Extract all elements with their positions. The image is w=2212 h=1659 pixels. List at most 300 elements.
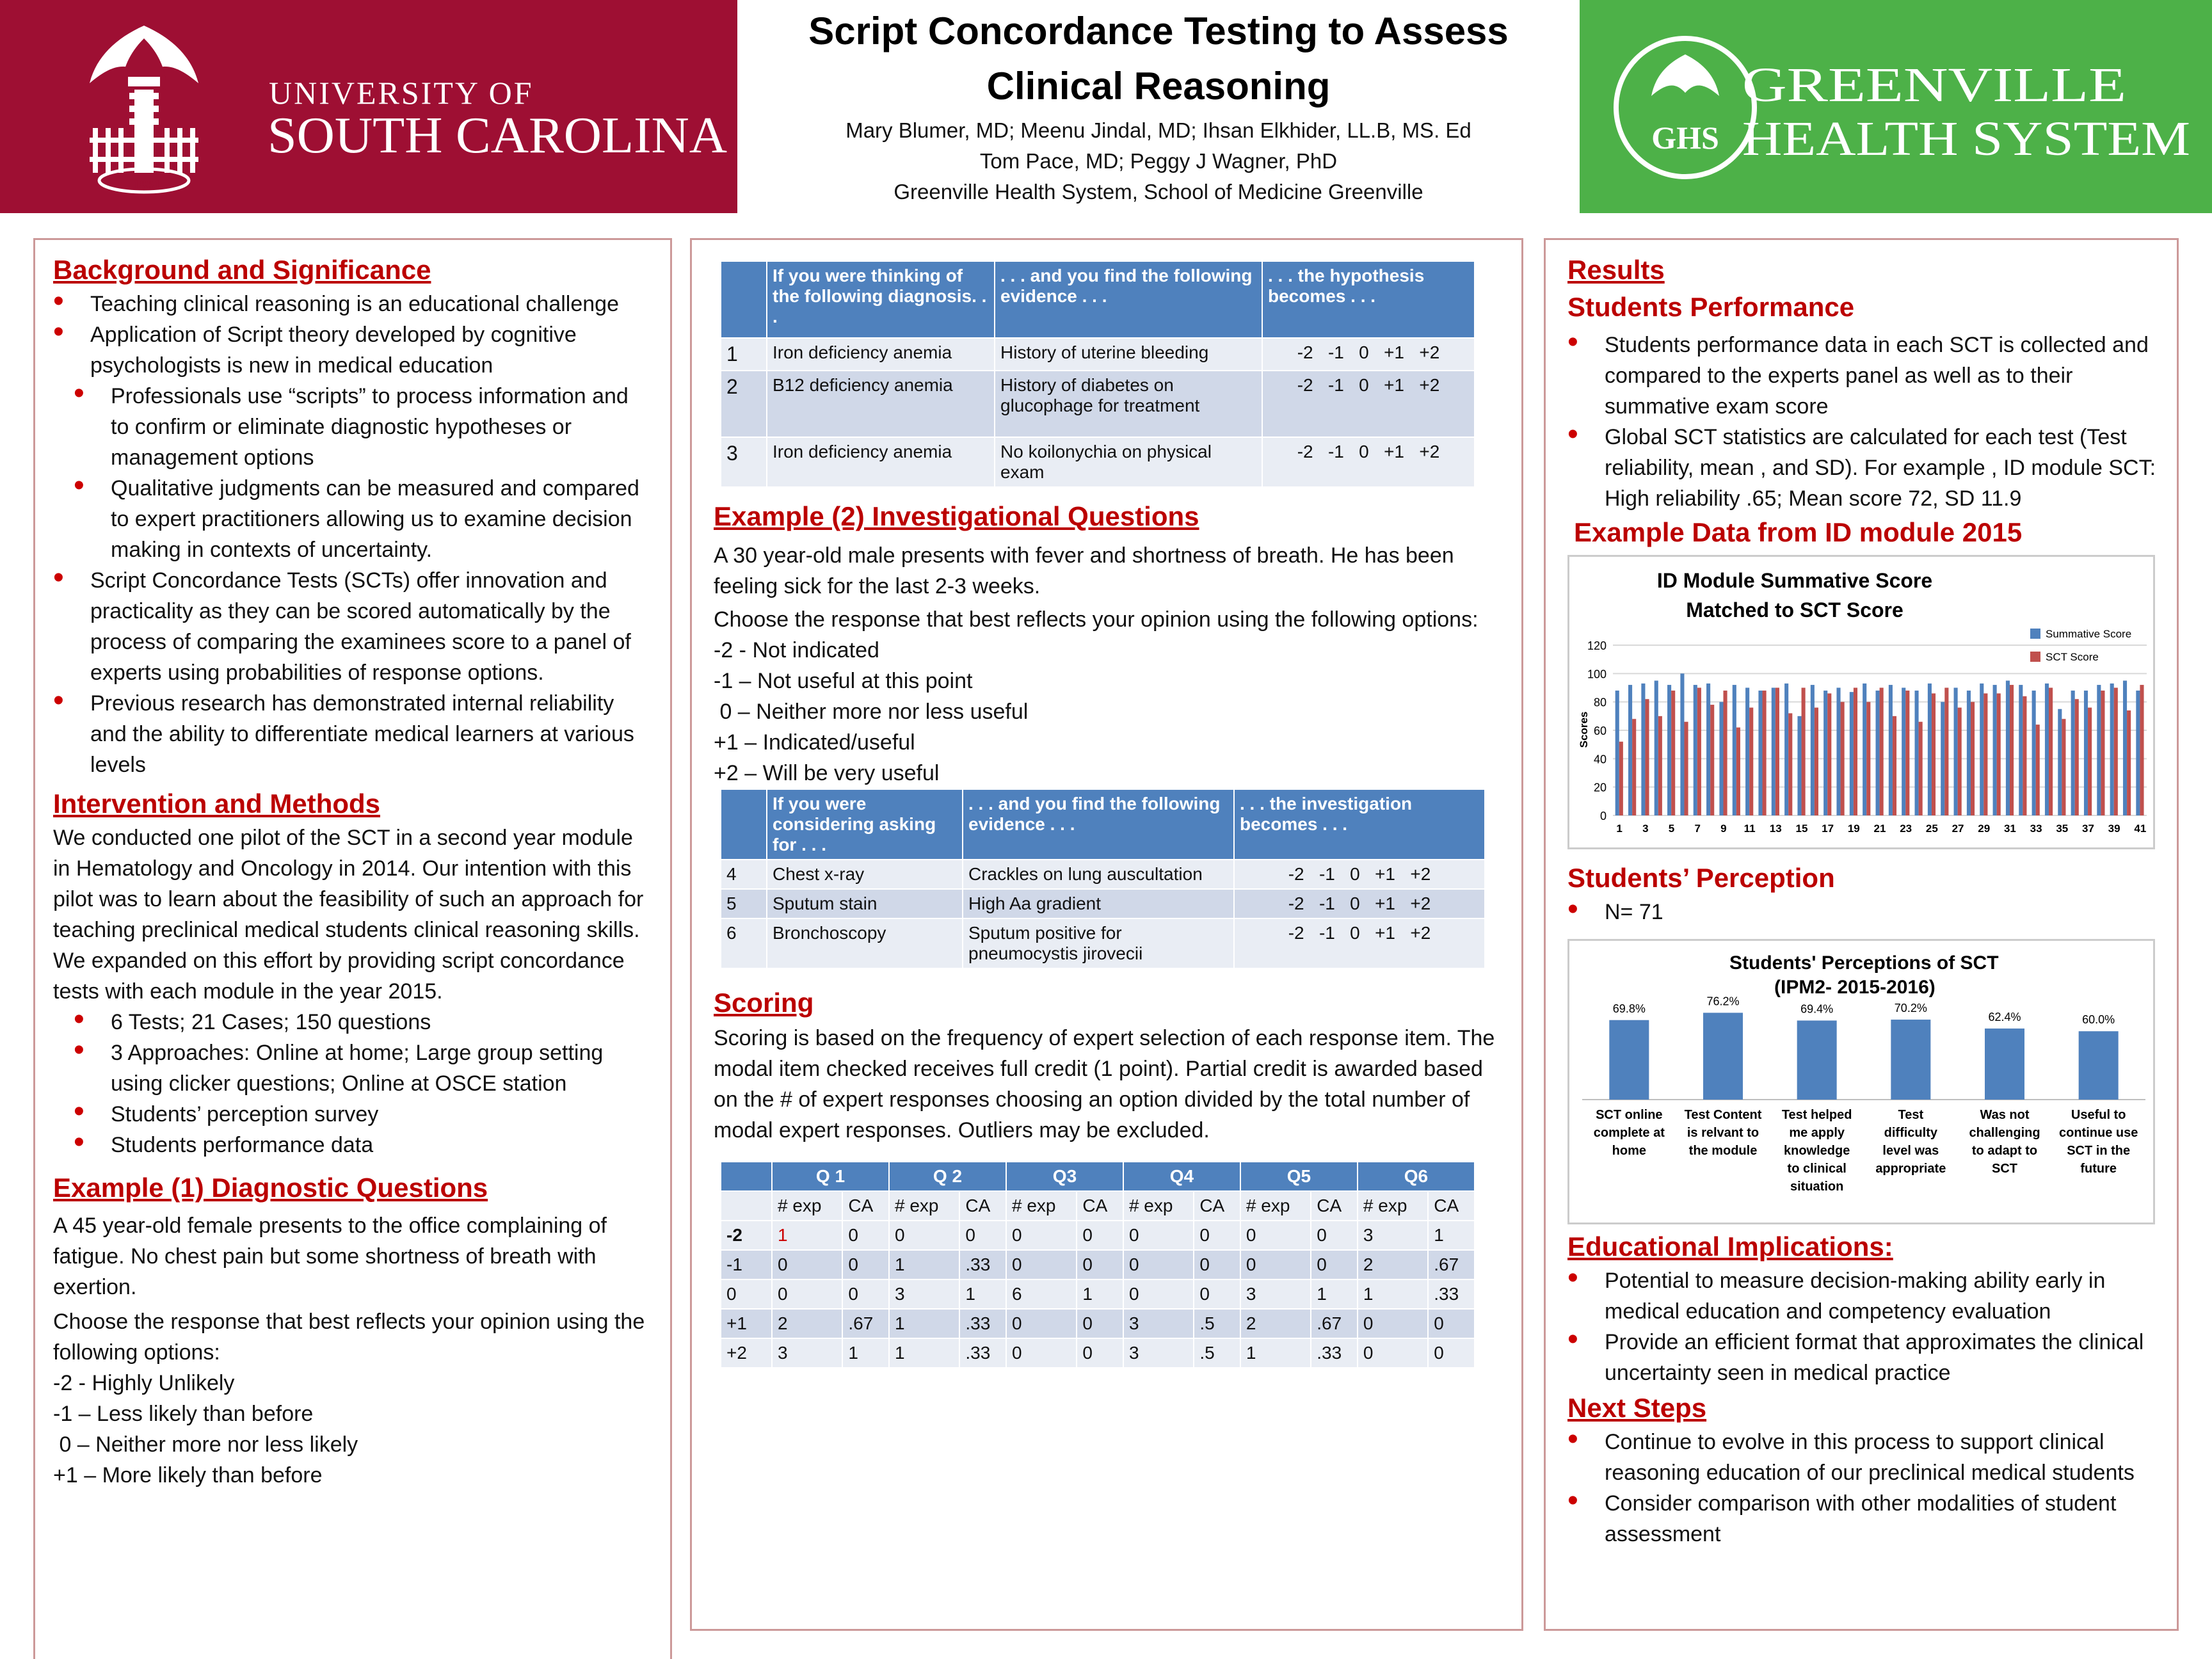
example-data-heading: Example Data from ID module 2015 <box>1574 517 2023 547</box>
table-row-label: +2 <box>721 1338 772 1368</box>
list-item: • Students’ perception survey <box>53 1099 651 1130</box>
poster-title <box>737 4 1580 114</box>
data-label: 69.4% <box>1800 1002 1834 1016</box>
data-label: 70.2% <box>1894 1002 1927 1015</box>
x-tick-label: 39 <box>2108 822 2120 835</box>
scoring-heading: Scoring <box>714 988 814 1018</box>
table-cell: Crackles on lung auscultation <box>963 860 1234 889</box>
bar <box>2114 688 2118 816</box>
bar <box>1703 1013 1743 1100</box>
example2-case: A 30 year-old male presents with fever and shortness of breath. He has been feeling sick for the last 2-3 weeks. <box>714 543 1454 598</box>
bar <box>2079 1031 2119 1100</box>
table-cell: Bronchoscopy <box>767 918 963 968</box>
table-header-cell: Q3 <box>1006 1162 1123 1191</box>
table-row <box>721 1221 1475 1250</box>
right-column <box>1544 238 2179 1631</box>
x-tick-label: home <box>1612 1144 1647 1158</box>
x-tick-label: 5 <box>1668 822 1675 835</box>
bar <box>1723 691 1727 815</box>
bar <box>1706 684 1710 815</box>
table-cell: No koilonychia on physical exam <box>995 437 1262 487</box>
table-cell: 1 <box>1358 1279 1428 1309</box>
table-cell: .33 <box>959 1309 1006 1338</box>
bar <box>1827 693 1831 815</box>
example2-option: -1 – Not useful at this point <box>714 669 973 693</box>
bar <box>1944 688 1948 816</box>
left-column <box>33 238 672 1659</box>
background-list-2 <box>53 565 651 780</box>
bar <box>1658 716 1662 815</box>
x-tick-label: 37 <box>2082 822 2094 835</box>
affiliation: Greenville Health System, School of Medicine Greenville <box>894 180 1423 204</box>
table-cell: CA <box>842 1191 889 1221</box>
x-tick-label: to adapt to <box>1971 1144 2038 1158</box>
table-cell: 2 <box>1358 1250 1428 1279</box>
x-tick-label: 1 <box>1616 822 1623 835</box>
table-cell: -2 -1 0 +1 +2 <box>1234 918 1485 968</box>
ghs-logo-line1: GREENVILLE <box>1742 58 2126 112</box>
bar <box>1971 702 1975 815</box>
table-cell: 0 <box>1358 1338 1428 1368</box>
x-tick-label: Useful to <box>2071 1108 2126 1122</box>
bar <box>2049 688 2053 816</box>
example2-option: -2 - Not indicated <box>714 638 879 662</box>
table-header-cell: . . . the hypothesis becomes . . . <box>1262 261 1475 338</box>
bar <box>1836 688 1840 816</box>
table-cell: 1 <box>1428 1221 1475 1250</box>
background-sublist <box>53 381 651 565</box>
bar <box>2123 680 2127 815</box>
perception-list <box>1567 897 2161 927</box>
bar <box>2045 684 2049 815</box>
list-item: • Students performance data <box>53 1130 651 1160</box>
methods-text: We conducted one pilot of the SCT in a second year module in Hematology and Oncology in 2014. Our intention with this pilot was to learn about the feasibility of such an approach for teaching preclinical medical students clinical reasoning skills. We expanded on this effort by providing script concordance tests with each module in the year 2015. <box>53 826 644 1004</box>
list-item: • N= 71 <box>1567 897 2161 927</box>
bar <box>1694 685 1697 815</box>
x-tick-label: level was <box>1882 1144 1939 1158</box>
bar <box>1609 1020 1649 1100</box>
table-cell: 0 <box>889 1221 959 1250</box>
x-tick-label: 13 <box>1769 822 1782 835</box>
x-tick-label: 21 <box>1873 822 1886 835</box>
table-cell: CA <box>1194 1191 1240 1221</box>
y-tick-label: 0 <box>1599 810 1607 822</box>
next-steps-heading: Next Steps <box>1567 1393 1707 1423</box>
implications-list <box>1567 1265 2161 1388</box>
example1-option: -1 – Less likely than before <box>53 1402 314 1426</box>
bar <box>1802 688 1806 816</box>
table-row-label: 0 <box>721 1279 772 1309</box>
table-cell: -2 -1 0 +1 +2 <box>1234 860 1485 889</box>
usc-logo-banner <box>0 0 737 213</box>
bar <box>1915 691 1919 815</box>
table-cell: History of uterine bleeding <box>995 338 1262 371</box>
table-cell: -2 -1 0 +1 +2 <box>1262 338 1475 371</box>
x-tick-label: appropriate <box>1875 1162 1946 1176</box>
table-cell: Sputum positive for pneumocystis jirovecii <box>963 918 1234 968</box>
table-cell: 2 <box>772 1309 842 1338</box>
methods-heading: Intervention and Methods <box>53 789 381 819</box>
table-cell: 2 <box>721 371 767 437</box>
table-cell: High Aa gradient <box>963 889 1234 918</box>
y-axis-label: Scores <box>1578 711 1590 748</box>
table-cell: 0 <box>1006 1309 1077 1338</box>
table-cell: 0 <box>1123 1279 1194 1309</box>
y-tick-label: 100 <box>1587 668 1607 681</box>
bar <box>1632 719 1636 815</box>
table-cell: CA <box>1077 1191 1123 1221</box>
table-cell: # exp <box>772 1191 842 1221</box>
bar <box>1797 716 1801 815</box>
ghs-monogram: GHS <box>1651 120 1719 156</box>
bar <box>1866 702 1870 815</box>
usc-year: 1801 <box>132 177 161 193</box>
table-cell: 0 <box>1123 1250 1194 1279</box>
legend-swatch <box>2030 652 2040 662</box>
table-row <box>721 1338 1475 1368</box>
bar <box>2140 685 2144 815</box>
table-cell: 0 <box>1358 1309 1428 1338</box>
data-label: 62.4% <box>1988 1010 2021 1023</box>
bar <box>1997 693 2001 815</box>
table-cell: 0 <box>1006 1338 1077 1368</box>
investigational-table <box>720 789 1486 969</box>
list-item: • Teaching clinical reasoning is an educational challenge <box>53 289 651 319</box>
methods-list <box>53 1007 651 1160</box>
list-item: • Continue to evolve in this process to support clinical reasoning education of our preclinical medical students <box>1567 1427 2161 1488</box>
table-cell: # exp <box>1240 1191 1311 1221</box>
bar <box>1615 691 1619 815</box>
bar <box>2084 691 2088 815</box>
background-list <box>53 289 651 381</box>
bar <box>2023 696 2026 815</box>
table-cell: 0 <box>1006 1221 1077 1250</box>
performance-heading: Students Performance <box>1567 292 1855 322</box>
table-cell: 0 <box>1194 1221 1240 1250</box>
x-tick-label: 19 <box>1847 822 1860 835</box>
scoring-text: Scoring is based on the frequency of expert selection of each response item. The modal item checked receives full credit (1 point). Partial credit is awarded based on the # of expert responses choosing an option divided by the total number of modal expert responses. Outliers may be excluded. <box>714 1026 1495 1142</box>
bar <box>1671 691 1675 815</box>
y-tick-label: 80 <box>1593 696 1607 709</box>
x-tick-label: 27 <box>1952 822 1964 835</box>
table-header-cell: . . . and you find the following evidence . . . <box>963 789 1234 860</box>
chart-title: ID Module Summative Score <box>1656 569 1933 592</box>
bar <box>1788 713 1792 815</box>
legend-label: SCT Score <box>2046 651 2099 663</box>
title-line2: Clinical Reasoning <box>986 65 1331 108</box>
list-item: • Students performance data in each SCT is collected and compared to the experts panel as well as to their summative exam score <box>1567 330 2161 422</box>
table-row-label: +1 <box>721 1309 772 1338</box>
usc-logo-line2: SOUTH CAROLINA <box>268 108 728 164</box>
x-tick-label: 33 <box>2030 822 2042 835</box>
table-header-cell: Q 1 <box>772 1162 889 1191</box>
table-cell: CA <box>1428 1191 1475 1221</box>
bar <box>1880 688 1884 816</box>
performance-list <box>1567 330 2161 514</box>
table-cell: 3 <box>1123 1309 1194 1338</box>
example2-option: +2 – Will be very useful <box>714 761 940 785</box>
table-cell: 6 <box>1006 1279 1077 1309</box>
bar <box>2097 685 2101 815</box>
table-cell: 3 <box>772 1338 842 1368</box>
summative-chart <box>1567 555 2155 849</box>
bar <box>2019 685 2023 815</box>
bar <box>1893 716 1896 815</box>
background-heading: Background and Significance <box>53 255 431 285</box>
x-tick-label: situation <box>1790 1180 1844 1194</box>
bar <box>2075 699 2079 815</box>
table-header-cell <box>721 789 767 860</box>
y-tick-label: 120 <box>1587 639 1607 652</box>
chart-title: (IPM2- 2015-2016) <box>1774 977 1936 998</box>
bar <box>1815 708 1818 815</box>
table-cell: 0 <box>842 1279 889 1309</box>
bar <box>1736 728 1740 815</box>
x-tick-label: 31 <box>2003 822 2016 835</box>
table-cell: 0 <box>1123 1221 1194 1250</box>
usc-logo-line1: UNIVERSITY OF <box>269 75 534 111</box>
table-cell: 0 <box>842 1250 889 1279</box>
table-cell: 1 <box>842 1338 889 1368</box>
table-cell: 3 <box>721 437 767 487</box>
bar <box>1841 702 1845 815</box>
x-tick-label: 11 <box>1743 822 1756 835</box>
bar <box>2036 725 2040 815</box>
table-row <box>721 371 1475 437</box>
example1-option: -2 - Highly Unlikely <box>53 1371 235 1395</box>
poster-header <box>737 0 1580 213</box>
bar <box>1784 684 1788 815</box>
x-tick-label: 9 <box>1720 822 1727 835</box>
table-cell: 3 <box>1240 1279 1311 1309</box>
bar <box>2058 709 2062 815</box>
usc-logo <box>0 0 737 213</box>
table-header-cell <box>721 261 767 338</box>
bar <box>2071 691 2075 815</box>
bar <box>2110 684 2114 815</box>
table-cell: 4 <box>721 860 767 889</box>
x-tick-label: 29 <box>1978 822 1991 835</box>
bar <box>1811 685 1815 815</box>
bar <box>1733 685 1736 815</box>
bar <box>1758 691 1762 815</box>
data-label: 76.2% <box>1706 995 1740 1008</box>
table-cell: 3 <box>1358 1221 1428 1250</box>
bar <box>1928 684 1932 815</box>
table-cell: .33 <box>1311 1338 1358 1368</box>
bar <box>2127 710 2131 815</box>
example2-option: 0 – Neither more nor less useful <box>714 700 1029 724</box>
bar <box>1954 688 1958 816</box>
table-row <box>721 918 1485 968</box>
list-item: • Script Concordance Tests (SCTs) offer innovation and practicality as they can be scored automatically by the process of comparing the examinees score to a panel of experts using probabilities of response options. <box>53 565 651 688</box>
bar <box>1891 1020 1930 1100</box>
title-line1: Script Concordance Testing to Assess <box>808 10 1509 52</box>
x-tick-label: SCT in the <box>2067 1144 2131 1158</box>
x-tick-label: me apply <box>1789 1126 1845 1140</box>
x-tick-label: is relvant to <box>1687 1126 1759 1140</box>
table-header-cell: . . . and you find the following evidence . . . <box>995 261 1262 338</box>
bar <box>1745 688 1749 816</box>
middle-column <box>690 238 1523 1631</box>
table-cell: # exp <box>889 1191 959 1221</box>
table-cell: Iron deficiency anemia <box>767 437 995 487</box>
table-row <box>721 889 1485 918</box>
bar <box>1797 1020 1837 1100</box>
x-tick-label: SCT <box>1992 1162 2017 1176</box>
perception-chart <box>1567 939 2155 1224</box>
table-cell: 5 <box>721 889 767 918</box>
bar <box>1932 693 1936 815</box>
x-tick-label: 15 <box>1795 822 1808 835</box>
bar <box>1984 693 1987 815</box>
bar <box>1980 684 1984 815</box>
x-tick-label: the module <box>1688 1144 1758 1158</box>
bar <box>1680 673 1684 815</box>
example2-prompt: Choose the response that best reflects your opinion using the following options: <box>714 607 1479 632</box>
example2-option: +1 – Indicated/useful <box>714 730 915 755</box>
table-cell <box>721 1191 772 1221</box>
table-cell: .67 <box>1428 1250 1475 1279</box>
legend-label: Summative Score <box>2046 628 2132 640</box>
table-cell: 0 <box>1428 1338 1475 1368</box>
table-cell: .33 <box>959 1250 1006 1279</box>
list-item: • 3 Approaches: Online at home; Large group setting using clicker questions; Online at OSCE station <box>53 1038 651 1099</box>
table-cell: .67 <box>842 1309 889 1338</box>
table-cell: 1 <box>889 1309 959 1338</box>
table-cell: 1 <box>1311 1279 1358 1309</box>
table-cell: .33 <box>959 1338 1006 1368</box>
x-tick-label: future <box>2080 1162 2117 1176</box>
bar <box>1854 688 1857 816</box>
table-cell: 0 <box>1077 1338 1123 1368</box>
ghs-logo-line2: HEALTH SYSTEM <box>1742 112 2190 166</box>
bar <box>1641 684 1645 815</box>
table-cell: 0 <box>1240 1221 1311 1250</box>
bar <box>1823 691 1827 815</box>
x-tick-label: 35 <box>2056 822 2069 835</box>
table-cell: -2 -1 0 +1 +2 <box>1234 889 1485 918</box>
y-tick-label: 60 <box>1593 725 1607 737</box>
list-item: • Professionals use “scripts” to process information and to confirm or eliminate diagnostic hypotheses or management options <box>53 381 651 473</box>
bar <box>1993 685 1997 815</box>
diagnostic-table <box>720 260 1475 488</box>
bar <box>1710 705 1714 815</box>
authors-line2: Tom Pace, MD; Peggy J Wagner, PhD <box>979 149 1338 173</box>
table-row <box>721 437 1475 487</box>
x-tick-label: 7 <box>1694 822 1701 835</box>
table-cell: 0 <box>1006 1250 1077 1279</box>
bar <box>1941 702 1944 815</box>
table-cell: 0 <box>1077 1309 1123 1338</box>
bar <box>1619 742 1623 815</box>
bar <box>1772 688 1775 816</box>
x-tick-label: complete at <box>1593 1126 1665 1140</box>
bar <box>1697 688 1701 816</box>
table-cell: -2 -1 0 +1 +2 <box>1262 371 1475 437</box>
table-cell: 0 <box>842 1221 889 1250</box>
data-label: 69.8% <box>1612 1002 1646 1015</box>
bar <box>1863 684 1866 815</box>
bar <box>2101 691 2104 815</box>
table-cell: Sputum stain <box>767 889 963 918</box>
table-row <box>721 1250 1475 1279</box>
results-heading: Results <box>1567 255 1665 285</box>
expert-scoring-table <box>720 1161 1475 1368</box>
table-cell: 6 <box>721 918 767 968</box>
next-steps-list <box>1567 1427 2161 1550</box>
palm-icon <box>1651 54 1719 96</box>
summative-chart-svg <box>1569 557 2153 847</box>
legend-swatch <box>2030 629 2040 639</box>
table-cell: 0 <box>1428 1309 1475 1338</box>
example2-heading: Example (2) Investigational Questions <box>714 501 1199 531</box>
x-tick-label: 23 <box>1900 822 1912 835</box>
table-cell: 0 <box>1077 1221 1123 1250</box>
table-cell: 1 <box>889 1338 959 1368</box>
table-row <box>721 860 1485 889</box>
table-cell: 0 <box>959 1221 1006 1250</box>
bar <box>1684 722 1688 815</box>
x-tick-label: to clinical <box>1787 1162 1847 1176</box>
table-header-cell <box>721 1162 772 1191</box>
y-tick-label: 40 <box>1593 753 1607 766</box>
table-cell: Iron deficiency anemia <box>767 338 995 371</box>
chart-title: Matched to SCT Score <box>1686 598 1903 621</box>
x-tick-label: challenging <box>1969 1126 2040 1140</box>
bar <box>1958 708 1962 815</box>
example1-option: +1 – More likely than before <box>53 1463 323 1487</box>
table-cell: B12 deficiency anemia <box>767 371 995 437</box>
list-item: • Consider comparison with other modalities of student assessment <box>1567 1488 2161 1550</box>
table-cell: 1 <box>772 1221 842 1250</box>
table-cell: 0 <box>1311 1250 1358 1279</box>
table-cell: .5 <box>1194 1338 1240 1368</box>
table-row <box>721 1279 1475 1309</box>
bar <box>1889 685 1893 815</box>
table-cell: 0 <box>772 1250 842 1279</box>
table-cell: Chest x-ray <box>767 860 963 889</box>
perception-chart-svg <box>1569 941 2153 1222</box>
table-header-cell: Q4 <box>1123 1162 1240 1191</box>
list-item: • Application of Script theory developed by cognitive psychologists is new in medical education <box>53 319 651 381</box>
bar <box>1763 691 1767 815</box>
bar <box>1749 708 1753 815</box>
bar <box>1719 702 1723 815</box>
example1-option: 0 – Neither more nor less likely <box>53 1432 358 1457</box>
table-row-label: -1 <box>721 1250 772 1279</box>
x-tick-label: 3 <box>1642 822 1649 835</box>
table-cell: .67 <box>1311 1309 1358 1338</box>
table-cell: 1 <box>889 1250 959 1279</box>
bar <box>1667 685 1671 815</box>
example1-case: A 45 year-old female presents to the office complaining of fatigue. No chest pain but some shortness of breath with exertion. <box>53 1214 607 1299</box>
table-header-cell: If you were considering asking for . . . <box>767 789 963 860</box>
bar <box>2032 691 2036 815</box>
example1-prompt: Choose the response that best reflects your opinion using the following options: <box>53 1310 645 1365</box>
list-item: • 6 Tests; 21 Cases; 150 questions <box>53 1007 651 1038</box>
x-tick-label: Test <box>1898 1108 1924 1122</box>
table-cell: 1 <box>1077 1279 1123 1309</box>
bar <box>2062 719 2065 815</box>
bar <box>2088 708 2092 815</box>
bar <box>1985 1029 2024 1100</box>
table-cell: .33 <box>1428 1279 1475 1309</box>
table-header-cell: Q 2 <box>889 1162 1006 1191</box>
table-row <box>721 1309 1475 1338</box>
list-item: • Potential to measure decision-making ability early in medical education and competency evaluation <box>1567 1265 2161 1327</box>
bar <box>2006 680 2010 815</box>
